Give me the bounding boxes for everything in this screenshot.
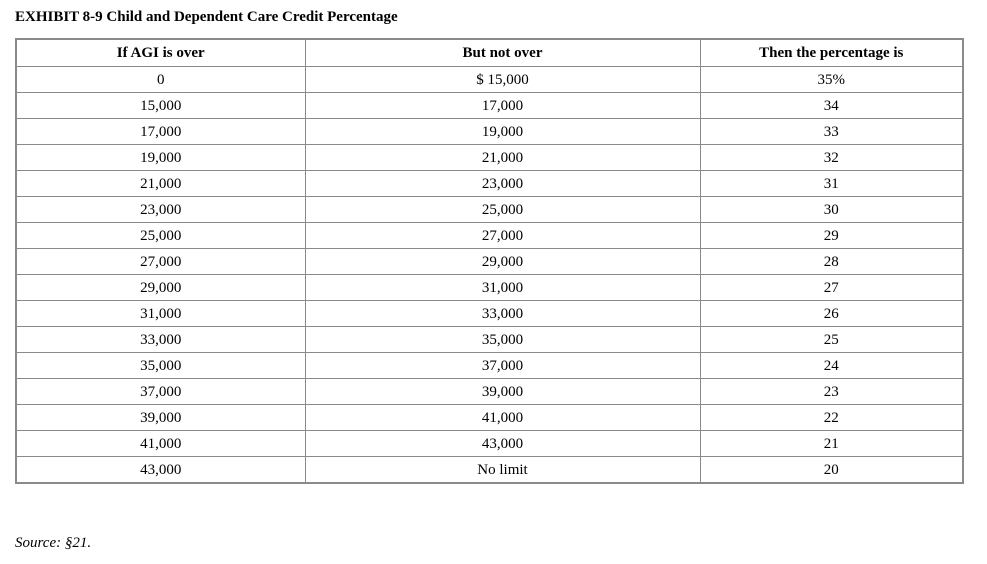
cell-but-not-over: 39,000 bbox=[305, 379, 700, 405]
cell-percentage: 34 bbox=[700, 93, 963, 119]
cell-percentage: 26 bbox=[700, 301, 963, 327]
table-row bbox=[16, 145, 963, 171]
cell-but-not-over: No limit bbox=[305, 457, 700, 484]
cell-but-not-over: 29,000 bbox=[305, 249, 700, 275]
table-row bbox=[16, 119, 963, 145]
cell-percentage: 27 bbox=[700, 275, 963, 301]
cell-percentage: 32 bbox=[700, 145, 963, 171]
cell-agi-over: 27,000 bbox=[16, 249, 305, 275]
cell-agi-over: 33,000 bbox=[16, 327, 305, 353]
table-row bbox=[16, 457, 963, 484]
table-row bbox=[16, 67, 963, 93]
cell-agi-over: 31,000 bbox=[16, 301, 305, 327]
cell-but-not-over: 17,000 bbox=[305, 93, 700, 119]
cell-but-not-over: 21,000 bbox=[305, 145, 700, 171]
cell-but-not-over: 37,000 bbox=[305, 353, 700, 379]
cell-percentage: 30 bbox=[700, 197, 963, 223]
cell-agi-over: 39,000 bbox=[16, 405, 305, 431]
header-row bbox=[16, 39, 963, 67]
table-row bbox=[16, 327, 963, 353]
cell-agi-over: 15,000 bbox=[16, 93, 305, 119]
table-row bbox=[16, 197, 963, 223]
table-row bbox=[16, 353, 963, 379]
cell-agi-over: 25,000 bbox=[16, 223, 305, 249]
exhibit-title: EXHIBIT 8-9 Child and Dependent Care Credit Percentage bbox=[15, 9, 398, 25]
cell-but-not-over: 23,000 bbox=[305, 171, 700, 197]
cell-percentage: 33 bbox=[700, 119, 963, 145]
cell-but-not-over: 27,000 bbox=[305, 223, 700, 249]
cell-agi-over: 35,000 bbox=[16, 353, 305, 379]
cell-agi-over: 43,000 bbox=[16, 457, 305, 484]
cell-agi-over: 17,000 bbox=[16, 119, 305, 145]
cell-agi-over: 23,000 bbox=[16, 197, 305, 223]
cell-agi-over: 21,000 bbox=[16, 171, 305, 197]
cell-but-not-over: 35,000 bbox=[305, 327, 700, 353]
cell-percentage: 24 bbox=[700, 353, 963, 379]
table-header bbox=[16, 39, 963, 67]
cell-percentage: 22 bbox=[700, 405, 963, 431]
cell-percentage: 28 bbox=[700, 249, 963, 275]
table-row bbox=[16, 171, 963, 197]
table-body bbox=[16, 67, 963, 484]
table-row bbox=[16, 275, 963, 301]
cell-agi-over: 0 bbox=[16, 67, 305, 93]
cell-but-not-over: 25,000 bbox=[305, 197, 700, 223]
cell-but-not-over: $ 15,000 bbox=[305, 67, 700, 93]
table-row bbox=[16, 249, 963, 275]
table-row bbox=[16, 379, 963, 405]
table-row bbox=[16, 301, 963, 327]
cell-percentage: 29 bbox=[700, 223, 963, 249]
table-row bbox=[16, 431, 963, 457]
cell-percentage: 21 bbox=[700, 431, 963, 457]
source-note: Source: §21. bbox=[15, 535, 92, 551]
cell-but-not-over: 33,000 bbox=[305, 301, 700, 327]
column-header-agi-over: If AGI is over bbox=[16, 39, 305, 67]
table-row bbox=[16, 93, 963, 119]
cell-percentage: 25 bbox=[700, 327, 963, 353]
cell-but-not-over: 19,000 bbox=[305, 119, 700, 145]
cell-but-not-over: 43,000 bbox=[305, 431, 700, 457]
cell-percentage: 20 bbox=[700, 457, 963, 484]
cell-but-not-over: 31,000 bbox=[305, 275, 700, 301]
table-row bbox=[16, 223, 963, 249]
cell-agi-over: 19,000 bbox=[16, 145, 305, 171]
cell-but-not-over: 41,000 bbox=[305, 405, 700, 431]
cell-percentage: 35% bbox=[700, 67, 963, 93]
cell-agi-over: 29,000 bbox=[16, 275, 305, 301]
cell-agi-over: 37,000 bbox=[16, 379, 305, 405]
table-row bbox=[16, 405, 963, 431]
cell-agi-over: 41,000 bbox=[16, 431, 305, 457]
column-header-but-not-over: But not over bbox=[305, 39, 700, 67]
credit-percentage-table bbox=[15, 38, 964, 484]
cell-percentage: 31 bbox=[700, 171, 963, 197]
cell-percentage: 23 bbox=[700, 379, 963, 405]
column-header-percentage: Then the percentage is bbox=[700, 39, 963, 67]
